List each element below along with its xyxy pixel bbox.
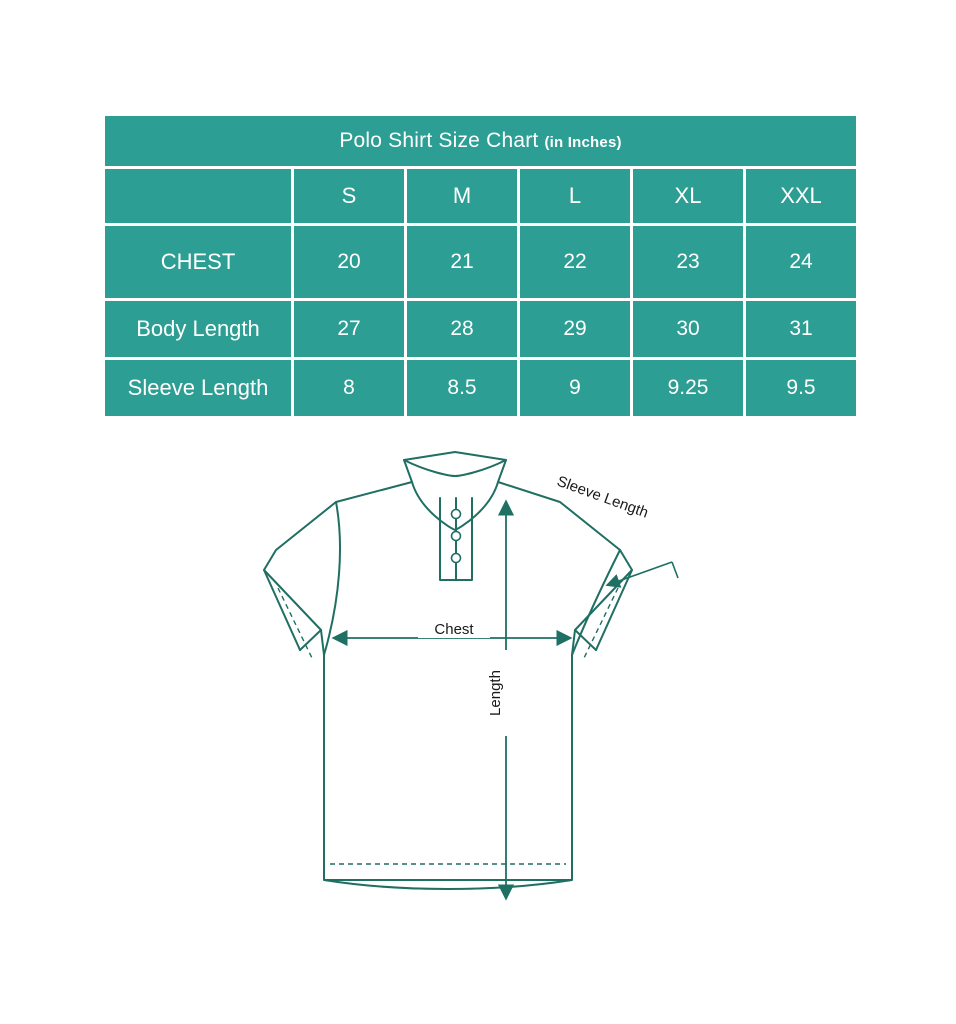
- cell-body-length-m: 28: [407, 301, 517, 357]
- chest-measurement-arrow: [344, 618, 560, 638]
- cell-chest-l: 22: [520, 226, 630, 298]
- cell-chest-s: 20: [294, 226, 404, 298]
- row-label-sleeve-length: Sleeve Length: [105, 360, 291, 416]
- header-cell-xxl: XXL: [746, 169, 856, 223]
- cell-sleeve-length-xxl: 9.5: [746, 360, 856, 416]
- table-row: [105, 301, 856, 357]
- polo-shirt-diagram: [0, 440, 956, 1000]
- cell-sleeve-length-s: 8: [294, 360, 404, 416]
- header-cell-s: S: [294, 169, 404, 223]
- shirt-outline-icon: [264, 452, 632, 880]
- chart-subtitle: (in Inches): [544, 134, 622, 151]
- header-cell-m: M: [407, 169, 517, 223]
- header-cell-xl: XL: [633, 169, 743, 223]
- cell-body-length-xl: 30: [633, 301, 743, 357]
- chart-title-cell: [105, 116, 856, 166]
- button-icon: [452, 510, 461, 563]
- size-chart-table-container: [102, 113, 842, 419]
- length-label: Length: [487, 670, 504, 716]
- cell-body-length-l: 29: [520, 301, 630, 357]
- header-cell-l: L: [520, 169, 630, 223]
- length-measurement-arrow: [486, 512, 508, 888]
- hem-curve: [324, 880, 572, 889]
- cell-chest-xxl: 24: [746, 226, 856, 298]
- cell-chest-xl: 23: [633, 226, 743, 298]
- chest-label: Chest: [434, 621, 474, 638]
- cell-sleeve-length-l: 9: [520, 360, 630, 416]
- table-title-row: [105, 116, 856, 166]
- chart-title: Polo Shirt Size Chart: [339, 129, 539, 152]
- cell-body-length-xxl: 31: [746, 301, 856, 357]
- row-label-chest: CHEST: [105, 226, 291, 298]
- cell-sleeve-length-m: 8.5: [407, 360, 517, 416]
- table-row: [105, 226, 856, 298]
- sleeve-length-label: Sleeve Length: [554, 472, 651, 522]
- size-chart-table: [102, 113, 859, 419]
- sleeve-length-measurement-arrow: [555, 473, 678, 582]
- cell-chest-m: 21: [407, 226, 517, 298]
- cell-sleeve-length-xl: 9.25: [633, 360, 743, 416]
- row-label-body-length: Body Length: [105, 301, 291, 357]
- table-header-row: [105, 169, 856, 223]
- header-cell-blank: [105, 169, 291, 223]
- table-row: [105, 360, 856, 416]
- cell-body-length-s: 27: [294, 301, 404, 357]
